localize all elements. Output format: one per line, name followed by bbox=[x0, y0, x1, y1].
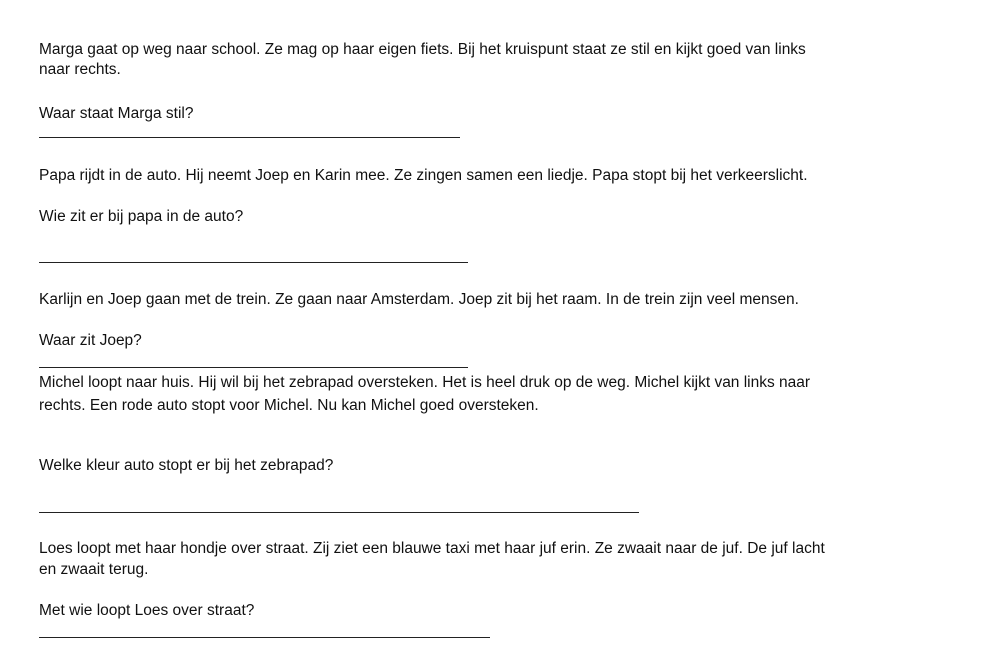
story-2-question: Wie zit er bij papa in de auto? bbox=[39, 208, 244, 225]
story-1-answer-line[interactable] bbox=[39, 137, 460, 138]
story-5-question: Met wie loopt Loes over straat? bbox=[39, 602, 255, 619]
story-4-answer-line[interactable] bbox=[39, 512, 639, 513]
story-5-answer-line[interactable] bbox=[39, 637, 490, 638]
story-3-answer-line[interactable] bbox=[39, 367, 468, 368]
story-1-text-line-2: naar rechts. bbox=[39, 61, 121, 78]
story-5-text-line-2: en zwaait terug. bbox=[39, 561, 149, 578]
story-3-question: Waar zit Joep? bbox=[39, 332, 142, 349]
story-1-text-line-1: Marga gaat op weg naar school. Ze mag op haar eigen fiets. Bij het kruispunt staat ze stil en kijkt goed van links bbox=[39, 41, 806, 58]
story-4-text-line-2: rechts. Een rode auto stopt voor Michel. Nu kan Michel goed oversteken. bbox=[39, 397, 539, 414]
story-1-question: Waar staat Marga stil? bbox=[39, 105, 194, 122]
story-4-text-line-1: Michel loopt naar huis. Hij wil bij het zebrapad oversteken. Het is heel druk op de weg. Michel kijkt van links naar bbox=[39, 374, 811, 391]
story-2-text-line-1: Papa rijdt in de auto. Hij neemt Joep en Karin mee. Ze zingen samen een liedje. Papa stopt bij het verkeerslicht. bbox=[39, 167, 808, 184]
story-2-answer-line[interactable] bbox=[39, 262, 468, 263]
story-3-text-line-1: Karlijn en Joep gaan met de trein. Ze gaan naar Amsterdam. Joep zit bij het raam. In de trein zijn veel mensen. bbox=[39, 291, 799, 308]
story-5-text-line-1: Loes loopt met haar hondje over straat. Zij ziet een blauwe taxi met haar juf erin. Ze zwaait naar de juf. De juf lacht bbox=[39, 540, 825, 557]
story-4-question: Welke kleur auto stopt er bij het zebrapad? bbox=[39, 457, 334, 474]
